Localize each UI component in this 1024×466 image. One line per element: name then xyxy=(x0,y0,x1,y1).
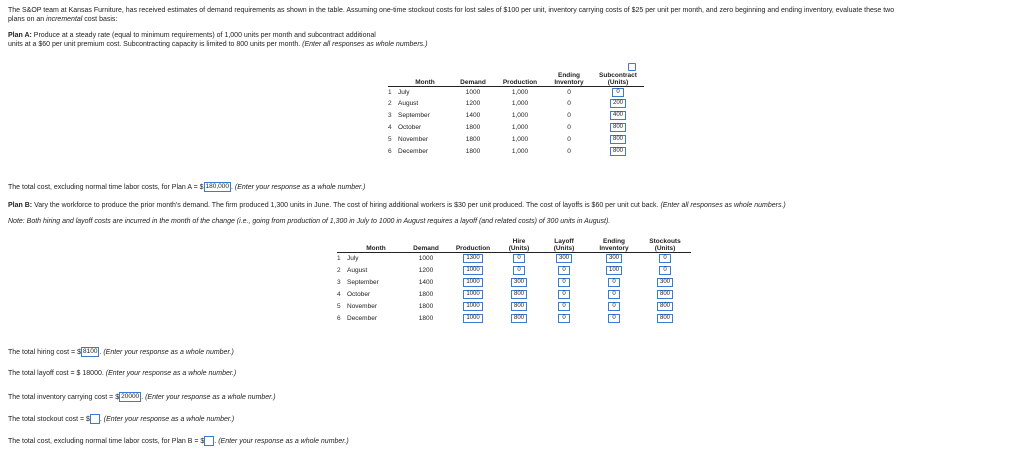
col-production: Production xyxy=(447,245,499,253)
ending-inventory-input[interactable]: 0 xyxy=(608,314,620,323)
plan-b-stockout-total: The total stockout cost = $ . (Enter your response as a whole number.) xyxy=(8,415,235,423)
subcontract-input[interactable]: 200 xyxy=(610,99,626,108)
col-ending-1: Ending xyxy=(602,238,626,245)
stockout-input[interactable]: 300 xyxy=(657,278,673,287)
hire-input[interactable]: 300 xyxy=(511,278,527,287)
plan-b-carrying-total: The total inventory carrying cost = $ 20000 . (Enter your response as a whole number.) xyxy=(8,393,276,401)
layoff-input[interactable]: 300 xyxy=(556,254,572,263)
col-stock-2: (Units) xyxy=(639,245,691,253)
layoff-cost-value: 18000 xyxy=(82,370,102,377)
col-month: Month xyxy=(347,245,405,253)
table-row: 6 December 1800 1,000 0 800 xyxy=(388,146,644,158)
hire-input[interactable]: 800 xyxy=(511,290,527,299)
col-production: Production xyxy=(494,79,546,87)
subcontract-input[interactable]: 800 xyxy=(610,147,626,156)
table-row: 4 October 1800 1,000 0 800 xyxy=(388,122,644,134)
col-ending-1: Ending xyxy=(557,72,581,79)
plan-b-layoff-total: The total layoff cost = $ 18000. (Enter your response as a whole number.) xyxy=(8,370,237,377)
stockout-input[interactable]: 800 xyxy=(657,290,673,299)
stockout-input[interactable]: 800 xyxy=(657,302,673,311)
hire-input[interactable]: 800 xyxy=(511,302,527,311)
subcontract-input[interactable]: 800 xyxy=(610,123,626,132)
col-sub-2: (Units) xyxy=(592,79,644,87)
plan-a-rows xyxy=(388,87,644,158)
plan-a-line-1: Plan A: Produce at a steady rate (equal to minimum requirements) of 1,000 units per month and subcontract additional xyxy=(8,32,376,39)
production-input[interactable]: 1000 xyxy=(463,278,483,287)
ending-inventory-input[interactable]: 0 xyxy=(608,290,620,299)
plan-a-line-2: units at a $60 per unit premium cost. Subcontracting capacity is limited to 800 units per month. (Enter all responses as whole numbers.) xyxy=(8,41,428,48)
layoff-input[interactable]: 0 xyxy=(558,266,570,275)
plan-b-hiring-total: The total hiring cost = $ 8100 . (Enter your response as a whole number.) xyxy=(8,348,234,356)
layoff-input[interactable]: 0 xyxy=(558,290,570,299)
edit-icon[interactable] xyxy=(628,63,636,71)
layoff-input[interactable]: 0 xyxy=(558,278,570,287)
carrying-cost-input[interactable]: 20000 xyxy=(121,393,140,400)
col-ending-2: Inventory xyxy=(589,245,639,253)
table-row: 4 October 1800 1000 800 0 0 800 xyxy=(337,289,691,301)
col-demand: Demand xyxy=(405,245,447,253)
col-layoff-2: (Units) xyxy=(539,245,589,253)
plan-b-total: The total cost, excluding normal time labor costs, for Plan B = $ . (Enter your response as a whole number.) xyxy=(8,437,349,445)
plan-a-total: The total cost, excluding normal time labor costs, for Plan A = $ 180,000 . (Enter your response as a whole number.) xyxy=(8,183,366,191)
stockout-input[interactable]: 800 xyxy=(657,314,673,323)
hire-input[interactable]: 0 xyxy=(513,266,525,275)
production-input[interactable]: 1000 xyxy=(463,266,483,275)
plan-b-note: Note: Both hiring and layoff costs are incurred in the month of the change (i.e., going from production of 1,300 in July to 1000 in August requires a layoff (and related costs) of 300 units in August). xyxy=(8,218,611,225)
table-row: 1 July 1000 1300 0 300 300 0 xyxy=(337,253,691,265)
subcontract-input[interactable]: 0 xyxy=(612,88,624,97)
table-row: 2 August 1200 1,000 0 200 xyxy=(388,98,644,110)
col-hire-1: Hire xyxy=(512,238,526,245)
production-input[interactable]: 1000 xyxy=(463,314,483,323)
hire-input[interactable]: 800 xyxy=(511,314,527,323)
col-hire-2: (Units) xyxy=(499,245,539,253)
col-sub-1: Subcontract xyxy=(599,72,637,79)
col-demand: Demand xyxy=(452,79,494,87)
intro-line-1: The S&OP team at Kansas Furniture, has received estimates of demand requirements as shown in the table. Assuming one-time stockout costs for lost sales of $100 per unit, inventory carrying costs of $25 per unit per month, and zero beginning and ending inventory, evaluate these two xyxy=(8,7,895,14)
plan-b-rows xyxy=(337,253,691,325)
ending-inventory-input[interactable]: 300 xyxy=(606,254,622,263)
production-input[interactable]: 1000 xyxy=(463,290,483,299)
layoff-input[interactable]: 0 xyxy=(558,302,570,311)
production-input[interactable]: 1000 xyxy=(463,302,483,311)
plan-a-table xyxy=(388,72,644,158)
stockout-input[interactable]: 0 xyxy=(659,266,671,275)
table-row: 6 December 1800 1000 800 0 0 800 xyxy=(337,313,691,325)
plan-a-total-input[interactable]: 180,000 xyxy=(205,183,230,190)
hire-input[interactable]: 0 xyxy=(513,254,525,263)
plan-b-total-input[interactable] xyxy=(204,436,214,446)
layoff-input[interactable]: 0 xyxy=(558,314,570,323)
plan-b-table xyxy=(337,238,691,325)
ending-inventory-input[interactable]: 0 xyxy=(608,302,620,311)
table-row: 5 November 1800 1000 800 0 0 800 xyxy=(337,301,691,313)
table-row: 1 July 1000 1,000 0 0 xyxy=(388,87,644,98)
col-ending-2: Inventory xyxy=(546,79,592,87)
intro-line-2: plans on an incremental cost basis: xyxy=(8,16,118,23)
table-row: 5 November 1800 1,000 0 800 xyxy=(388,134,644,146)
col-stock-1: Stockouts xyxy=(649,238,681,245)
subcontract-input[interactable]: 400 xyxy=(610,111,626,120)
stockout-input[interactable]: 0 xyxy=(659,254,671,263)
ending-inventory-input[interactable]: 100 xyxy=(606,266,622,275)
table-row: 3 September 1400 1,000 0 400 xyxy=(388,110,644,122)
production-input[interactable]: 1300 xyxy=(463,254,483,263)
col-month: Month xyxy=(398,79,452,87)
ending-inventory-input[interactable]: 0 xyxy=(608,278,620,287)
col-layoff-1: Layoff xyxy=(554,238,574,245)
stockout-cost-input[interactable] xyxy=(90,414,100,424)
plan-b-line-1: Plan B: Vary the workforce to produce the prior month's demand. The firm produced 1,300 units in June. The cost of hiring additional workers is $30 per unit produced. The cost of layoffs is $60 per unit cut back. (Enter all responses as whole numbers.) xyxy=(8,202,786,209)
subcontract-input[interactable]: 800 xyxy=(610,135,626,144)
hiring-cost-input[interactable]: 8100 xyxy=(82,348,98,355)
table-row: 3 September 1400 1000 300 0 0 300 xyxy=(337,277,691,289)
table-row: 2 August 1200 1000 0 0 100 0 xyxy=(337,265,691,277)
